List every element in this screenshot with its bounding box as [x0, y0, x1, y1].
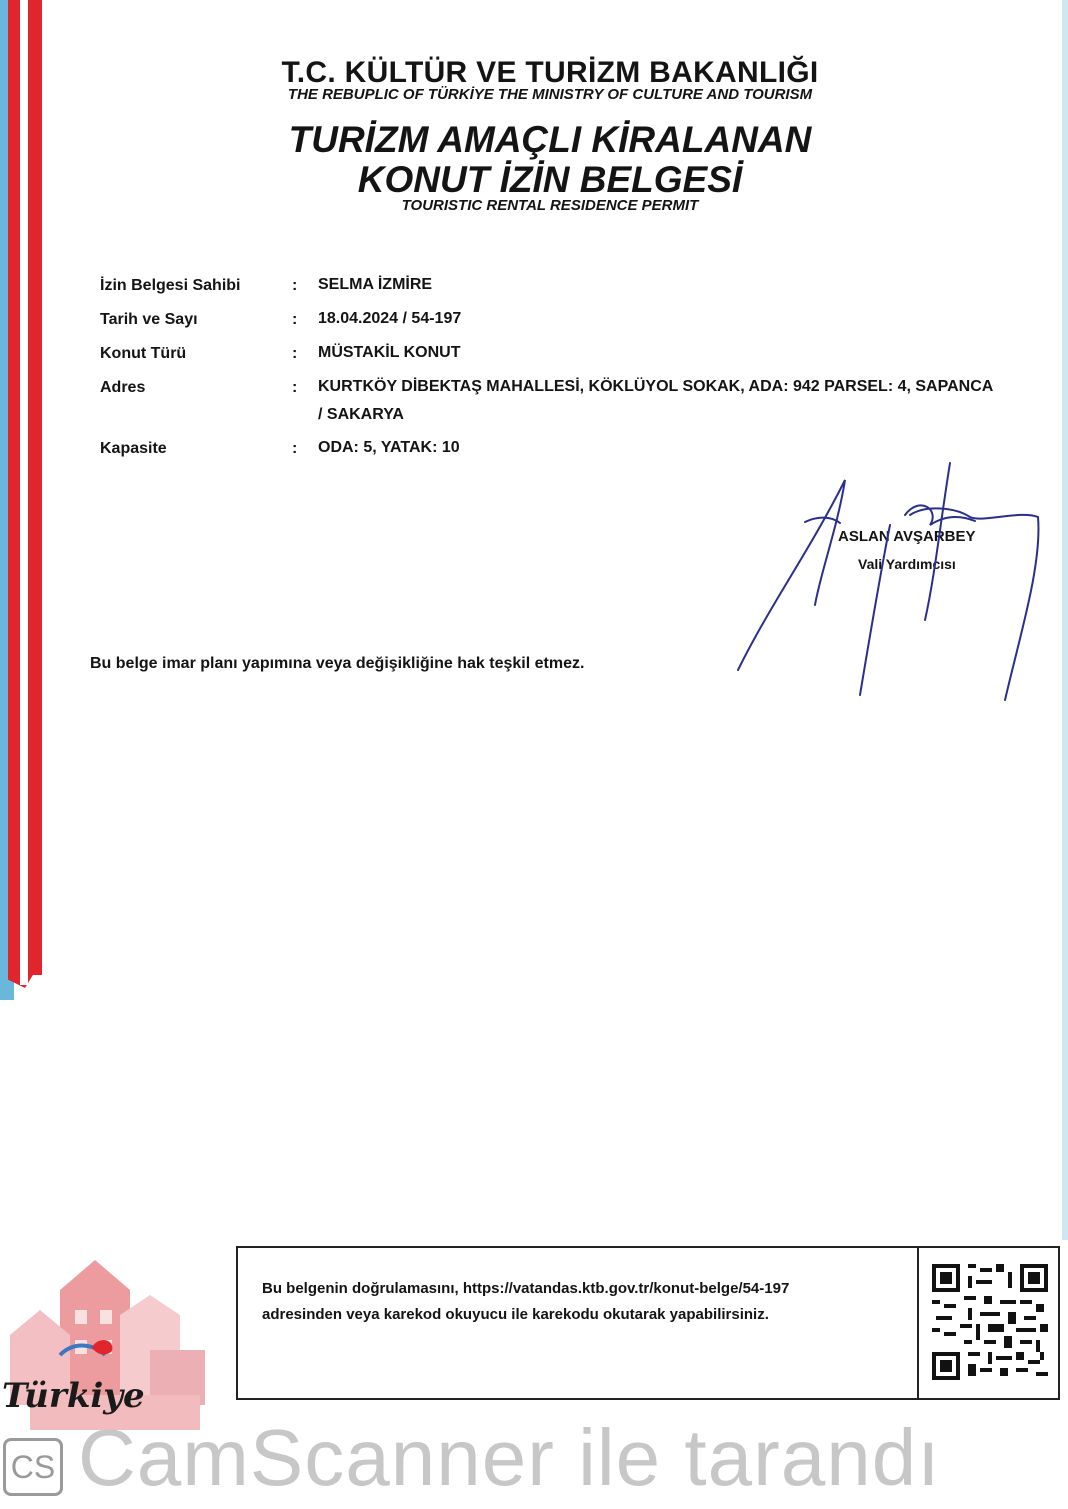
field-value-residence-type: MÜSTAKİL KONUT: [318, 344, 461, 361]
ministry-name-tr: T.C. KÜLTÜR VE TURİZM BAKANLIĞI: [281, 56, 819, 89]
right-blue-edge: [1062, 0, 1068, 1240]
qr-code[interactable]: [932, 1262, 1048, 1382]
camscanner-watermark: CamScanner ile tarandı: [78, 1413, 941, 1502]
document-title-en: TOURISTIC RENTAL RESIDENCE PERMIT: [401, 197, 699, 214]
field-colon: :: [292, 440, 298, 457]
document-title-line2: KONUT İZİN BELGESİ: [357, 159, 743, 200]
camscanner-badge: CS: [3, 1438, 63, 1496]
field-value-date-number: 18.04.2024 / 54-197: [318, 310, 462, 327]
field-label-date-number: Tarih ve Sayı: [100, 311, 198, 328]
verification-line-2: adresinden veya karekod okuyucu ile karekodu okutarak yapabilirsiniz.: [262, 1306, 769, 1323]
document-title-line1: TURİZM AMAÇLI KİRALANAN: [288, 119, 812, 160]
field-value-capacity: ODA: 5, YATAK: 10: [318, 439, 460, 456]
field-colon: :: [292, 345, 298, 362]
ministry-name-en: THE REBUPLIC OF TÜRKİYE THE MINISTRY OF CULTURE AND TOURISM: [287, 86, 813, 103]
handwritten-signature: [720, 455, 1060, 705]
field-value-owner: SELMA İZMİRE: [318, 276, 433, 293]
verification-text: [262, 1276, 882, 1328]
turkiye-logo: [0, 1255, 215, 1435]
signer-name: ASLAN AVŞARBEY: [838, 528, 976, 545]
left-white-stripe: [20, 0, 28, 985]
field-colon: :: [292, 277, 298, 294]
field-value-address: KURTKÖY DİBEKTAŞ MAHALLESİ, KÖKLÜYOL SOKAK, ADA: 942 PARSEL: 4, SAPANCA / SAKARYA: [318, 378, 993, 423]
legal-note: Bu belge imar planı yapımına veya değişikliğine hak teşkil etmez.: [90, 655, 585, 672]
verification-divider: [917, 1248, 919, 1398]
field-label-residence-type: Konut Türü: [100, 345, 187, 362]
logo-text: Türkiye: [2, 1376, 145, 1416]
verification-box: [236, 1246, 1060, 1400]
field-label-address: Adres: [100, 379, 146, 396]
field-colon: :: [292, 379, 298, 396]
field-label-owner: İzin Belgesi Sahibi: [100, 277, 241, 294]
verification-line-1: Bu belgenin doğrulamasını, https://vatandas.ktb.gov.tr/konut-belge/54-197: [262, 1280, 790, 1297]
field-colon: :: [292, 311, 298, 328]
field-label-capacity: Kapasite: [100, 440, 167, 457]
signer-title: Vali Yardımcısı: [858, 556, 956, 572]
